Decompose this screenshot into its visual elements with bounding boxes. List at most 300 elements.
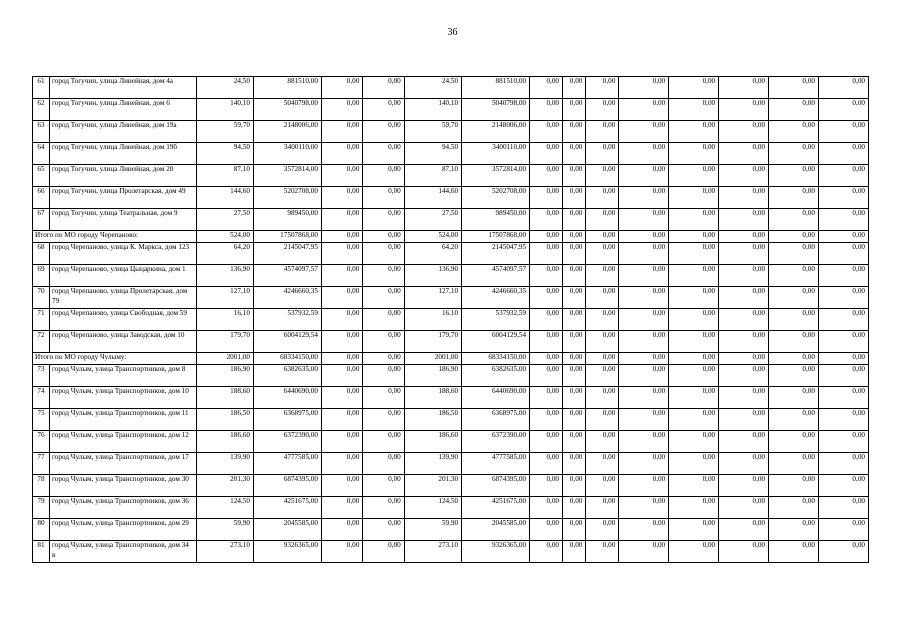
value-cell: 0,00 [818,121,868,143]
table-row [33,99,869,121]
value-cell: 0,00 [530,497,563,519]
address-cell: город Чулым, улица Транспортников, дом 12 [49,431,196,453]
row-number: 74 [33,387,50,409]
value-cell: 0,00 [669,231,719,243]
value-cell: 0,00 [363,265,404,287]
address-cell: город Чулым, улица Транспортников, дом 34 в [49,541,196,563]
value-cell: 0,00 [818,353,868,365]
value-cell: 17507868,00 [462,231,530,243]
row-number: 66 [33,187,50,209]
value-cell: 0,00 [769,475,819,497]
value-cell: 87,10 [404,165,461,187]
address-cell: город Тогучин, улица Линейная, дом 6 [49,99,196,121]
value-cell: 2001,00 [404,353,461,365]
value-cell: 0,00 [719,209,769,231]
value-cell: 989450,00 [253,209,321,231]
value-cell: 6382635,00 [462,365,530,387]
value-cell: 0,00 [586,187,619,209]
total-row [33,231,869,243]
value-cell: 524,00 [404,231,461,243]
value-cell: 0,00 [769,309,819,331]
table-row [33,243,869,265]
value-cell: 0,00 [719,475,769,497]
value-cell: 0,00 [619,287,669,309]
value-cell: 0,00 [530,165,563,187]
value-cell: 0,00 [586,475,619,497]
value-cell: 17507868,00 [253,231,321,243]
value-cell: 2145047,95 [253,243,321,265]
value-cell: 0,00 [530,243,563,265]
value-cell: 3400110,00 [462,143,530,165]
value-cell: 0,00 [818,519,868,541]
value-cell: 0,00 [669,541,719,563]
value-cell: 0,00 [586,99,619,121]
value-cell: 0,00 [719,519,769,541]
value-cell: 0,00 [363,497,404,519]
value-cell: 0,00 [769,187,819,209]
value-cell: 0,00 [530,387,563,409]
value-cell: 0,00 [818,453,868,475]
value-cell: 0,00 [719,243,769,265]
value-cell: 0,00 [818,209,868,231]
value-cell: 0,00 [563,209,586,231]
value-cell: 0,00 [669,365,719,387]
row-number: 65 [33,165,50,187]
value-cell: 0,00 [619,77,669,99]
value-cell: 0,00 [563,187,586,209]
value-cell: 3572814,00 [253,165,321,187]
value-cell: 0,00 [530,409,563,431]
value-cell: 0,00 [586,331,619,353]
value-cell: 24,50 [404,77,461,99]
value-cell: 68334150,00 [253,353,321,365]
value-cell: 0,00 [818,309,868,331]
value-cell: 6440690,00 [253,387,321,409]
value-cell: 0,00 [563,265,586,287]
row-number: 79 [33,497,50,519]
value-cell: 124,50 [196,497,253,519]
value-cell: 0,00 [586,365,619,387]
value-cell: 0,00 [321,99,362,121]
value-cell: 273,10 [196,541,253,563]
value-cell: 136,90 [404,265,461,287]
value-cell: 0,00 [818,243,868,265]
value-cell: 0,00 [619,243,669,265]
value-cell: 0,00 [563,431,586,453]
value-cell: 0,00 [321,77,362,99]
value-cell: 4246660,35 [462,287,530,309]
value-cell: 0,00 [321,497,362,519]
value-cell: 0,00 [818,409,868,431]
value-cell: 0,00 [719,143,769,165]
value-cell: 0,00 [321,519,362,541]
value-cell: 0,00 [669,77,719,99]
value-cell: 6368975,00 [253,409,321,431]
value-cell: 0,00 [619,453,669,475]
value-cell: 0,00 [669,187,719,209]
value-cell: 0,00 [530,353,563,365]
value-cell: 0,00 [586,165,619,187]
value-cell: 4777585,00 [462,453,530,475]
value-cell: 0,00 [321,541,362,563]
value-cell: 0,00 [769,77,819,99]
value-cell: 0,00 [669,143,719,165]
value-cell: 0,00 [363,365,404,387]
value-cell: 0,00 [321,231,362,243]
address-cell: город Черепаново, улица Заводская, дом 10 [49,331,196,353]
value-cell: 186,90 [404,365,461,387]
value-cell: 0,00 [321,243,362,265]
table-row [33,519,869,541]
value-cell: 0,00 [669,265,719,287]
value-cell: 0,00 [719,365,769,387]
row-number: 73 [33,365,50,387]
value-cell: 0,00 [530,541,563,563]
value-cell: 0,00 [619,143,669,165]
value-cell: 186,60 [196,431,253,453]
total-label: Итого по МО городу Чулыму: [33,353,197,365]
value-cell: 0,00 [586,209,619,231]
value-cell: 0,00 [769,165,819,187]
value-cell: 0,00 [586,497,619,519]
table-row [33,187,869,209]
value-cell: 4246660,35 [253,287,321,309]
row-number: 80 [33,519,50,541]
value-cell: 0,00 [563,453,586,475]
value-cell: 881510,00 [462,77,530,99]
value-cell: 0,00 [363,243,404,265]
row-number: 75 [33,409,50,431]
value-cell: 0,00 [321,431,362,453]
address-cell: город Тогучин, улица Линейная, дом 19б [49,143,196,165]
row-number: 72 [33,331,50,353]
value-cell: 0,00 [619,497,669,519]
value-cell: 0,00 [321,387,362,409]
value-cell: 9326365,00 [253,541,321,563]
value-cell: 188,60 [196,387,253,409]
value-cell: 144,60 [404,187,461,209]
value-cell: 0,00 [818,365,868,387]
value-cell: 0,00 [769,243,819,265]
value-cell: 0,00 [563,365,586,387]
value-cell: 2148006,00 [253,121,321,143]
value-cell: 2045585,00 [462,519,530,541]
value-cell: 0,00 [619,121,669,143]
value-cell: 0,00 [818,77,868,99]
value-cell: 0,00 [769,231,819,243]
value-cell: 0,00 [669,287,719,309]
value-cell: 0,00 [363,309,404,331]
value-cell: 0,00 [619,265,669,287]
value-cell: 0,00 [769,387,819,409]
table-row [33,331,869,353]
value-cell: 0,00 [769,265,819,287]
value-cell: 0,00 [619,231,669,243]
row-number: 71 [33,309,50,331]
value-cell: 24,50 [196,77,253,99]
value-cell: 0,00 [563,243,586,265]
address-cell: город Чулым, улица Транспортников, дом 36 [49,497,196,519]
value-cell: 4251675,00 [253,497,321,519]
value-cell: 0,00 [818,165,868,187]
value-cell: 0,00 [719,121,769,143]
value-cell: 0,00 [669,409,719,431]
value-cell: 0,00 [719,187,769,209]
value-cell: 0,00 [321,365,362,387]
value-cell: 0,00 [669,431,719,453]
value-cell: 0,00 [769,519,819,541]
value-cell: 3400110,00 [253,143,321,165]
capital-repair-table [32,76,869,563]
value-cell: 0,00 [586,243,619,265]
table-row [33,265,869,287]
value-cell: 6874395,00 [462,475,530,497]
value-cell: 0,00 [818,475,868,497]
row-number: 68 [33,243,50,265]
value-cell: 0,00 [769,143,819,165]
value-cell: 0,00 [719,331,769,353]
value-cell: 6874395,00 [253,475,321,497]
table-row [33,409,869,431]
value-cell: 0,00 [669,331,719,353]
value-cell: 59,70 [404,121,461,143]
value-cell: 0,00 [769,209,819,231]
value-cell: 989450,00 [462,209,530,231]
value-cell: 0,00 [530,331,563,353]
value-cell: 0,00 [719,99,769,121]
value-cell: 0,00 [719,231,769,243]
value-cell: 139,90 [196,453,253,475]
page-number: 36 [447,27,458,38]
total-row [33,353,869,365]
value-cell: 0,00 [586,231,619,243]
value-cell: 0,00 [530,287,563,309]
value-cell: 6372390,00 [253,431,321,453]
value-cell: 0,00 [669,121,719,143]
value-cell: 0,00 [669,209,719,231]
value-cell: 0,00 [563,331,586,353]
value-cell: 0,00 [530,431,563,453]
value-cell: 0,00 [530,519,563,541]
value-cell: 27,50 [196,209,253,231]
value-cell: 0,00 [363,409,404,431]
value-cell: 0,00 [586,353,619,365]
value-cell: 0,00 [363,187,404,209]
value-cell: 4574097,57 [253,265,321,287]
value-cell: 144,60 [196,187,253,209]
value-cell: 0,00 [769,497,819,519]
value-cell: 0,00 [586,287,619,309]
value-cell: 0,00 [563,287,586,309]
address-cell: город Чулым, улица Транспортников, дом 29 [49,519,196,541]
value-cell: 0,00 [619,187,669,209]
value-cell: 0,00 [563,99,586,121]
value-cell: 0,00 [363,77,404,99]
value-cell: 0,00 [363,209,404,231]
value-cell: 64,20 [404,243,461,265]
value-cell: 0,00 [719,265,769,287]
value-cell: 5040798,00 [462,99,530,121]
value-cell: 4777585,00 [253,453,321,475]
value-cell: 0,00 [769,541,819,563]
row-number: 62 [33,99,50,121]
value-cell: 0,00 [619,165,669,187]
row-number: 78 [33,475,50,497]
value-cell: 0,00 [769,99,819,121]
value-cell: 0,00 [818,187,868,209]
value-cell: 0,00 [719,165,769,187]
value-cell: 0,00 [321,121,362,143]
value-cell: 186,90 [196,365,253,387]
value-cell: 0,00 [619,475,669,497]
value-cell: 0,00 [669,99,719,121]
value-cell: 0,00 [669,453,719,475]
value-cell: 0,00 [363,431,404,453]
address-cell: город Черепаново, улица Свободная, дом 59 [49,309,196,331]
address-cell: город Чулым, улица Транспортников, дом 10 [49,387,196,409]
value-cell: 0,00 [769,287,819,309]
value-cell: 0,00 [619,519,669,541]
value-cell: 0,00 [719,431,769,453]
value-cell: 0,00 [563,143,586,165]
value-cell: 59,70 [196,121,253,143]
value-cell: 186,60 [404,431,461,453]
value-cell: 0,00 [530,453,563,475]
value-cell: 0,00 [669,519,719,541]
value-cell: 0,00 [530,99,563,121]
value-cell: 16,10 [404,309,461,331]
table-row [33,143,869,165]
value-cell: 0,00 [530,143,563,165]
value-cell: 0,00 [769,453,819,475]
value-cell: 0,00 [619,365,669,387]
value-cell: 0,00 [530,265,563,287]
value-cell: 0,00 [818,265,868,287]
value-cell: 0,00 [321,331,362,353]
value-cell: 139,90 [404,453,461,475]
value-cell: 0,00 [719,353,769,365]
value-cell: 0,00 [669,353,719,365]
value-cell: 0,00 [769,409,819,431]
row-number: 81 [33,541,50,563]
value-cell: 201,30 [196,475,253,497]
value-cell: 0,00 [563,121,586,143]
value-cell: 0,00 [818,287,868,309]
value-cell: 186,50 [404,409,461,431]
value-cell: 0,00 [586,519,619,541]
address-cell: город Тогучин, улица Линейная, дом 19а [49,121,196,143]
value-cell: 0,00 [363,331,404,353]
value-cell: 0,00 [619,209,669,231]
value-cell: 140,10 [404,99,461,121]
value-cell: 0,00 [321,353,362,365]
value-cell: 881510,00 [253,77,321,99]
value-cell: 0,00 [586,453,619,475]
value-cell: 6382635,00 [253,365,321,387]
value-cell: 201,30 [404,475,461,497]
value-cell: 0,00 [530,77,563,99]
row-number: 70 [33,287,50,309]
value-cell: 0,00 [321,209,362,231]
value-cell: 0,00 [363,541,404,563]
value-cell: 0,00 [563,309,586,331]
value-cell: 0,00 [563,353,586,365]
value-cell: 0,00 [321,409,362,431]
address-cell: город Чулым, улица Транспортников, дом 30 [49,475,196,497]
value-cell: 0,00 [719,387,769,409]
value-cell: 4574097,57 [462,265,530,287]
value-cell: 3572814,00 [462,165,530,187]
value-cell: 59,90 [404,519,461,541]
value-cell: 0,00 [563,409,586,431]
row-number: 69 [33,265,50,287]
value-cell: 87,10 [196,165,253,187]
address-cell: город Черепаново, улица К. Маркса, дом 123 [49,243,196,265]
value-cell: 94,50 [404,143,461,165]
value-cell: 2145047,95 [462,243,530,265]
table-row [33,77,869,99]
value-cell: 0,00 [769,353,819,365]
value-cell: 59,90 [196,519,253,541]
value-cell: 0,00 [363,143,404,165]
value-cell: 140,10 [196,99,253,121]
value-cell: 0,00 [563,165,586,187]
value-cell: 524,00 [196,231,253,243]
value-cell: 0,00 [719,409,769,431]
value-cell: 127,10 [196,287,253,309]
table-row [33,497,869,519]
value-cell: 0,00 [363,387,404,409]
table-row [33,475,869,497]
value-cell: 0,00 [563,475,586,497]
table-row [33,121,869,143]
value-cell: 0,00 [719,541,769,563]
value-cell: 27,50 [404,209,461,231]
value-cell: 179,70 [404,331,461,353]
value-cell: 0,00 [818,497,868,519]
value-cell: 0,00 [818,231,868,243]
table-row [33,365,869,387]
value-cell: 6440690,00 [462,387,530,409]
value-cell: 537932,59 [253,309,321,331]
value-cell: 0,00 [586,265,619,287]
value-cell: 0,00 [619,541,669,563]
value-cell: 9326365,00 [462,541,530,563]
value-cell: 0,00 [669,475,719,497]
row-number: 76 [33,431,50,453]
value-cell: 5040798,00 [253,99,321,121]
value-cell: 68334150,00 [462,353,530,365]
value-cell: 0,00 [719,309,769,331]
value-cell: 6368975,00 [462,409,530,431]
value-cell: 0,00 [321,309,362,331]
value-cell: 0,00 [669,387,719,409]
value-cell: 0,00 [619,387,669,409]
value-cell: 0,00 [586,409,619,431]
address-cell: город Тогучин, улица Линейная, дом 4а [49,77,196,99]
value-cell: 0,00 [321,143,362,165]
value-cell: 0,00 [619,309,669,331]
value-cell: 0,00 [363,287,404,309]
value-cell: 0,00 [321,453,362,475]
value-cell: 0,00 [363,165,404,187]
address-cell: город Тогучин, улица Пролетарская, дом 49 [49,187,196,209]
value-cell: 0,00 [530,121,563,143]
value-cell: 0,00 [818,387,868,409]
value-cell: 2001,00 [196,353,253,365]
value-cell: 0,00 [818,99,868,121]
address-cell: город Черепаново, улица Пролетарская, дом 79 [49,287,196,309]
